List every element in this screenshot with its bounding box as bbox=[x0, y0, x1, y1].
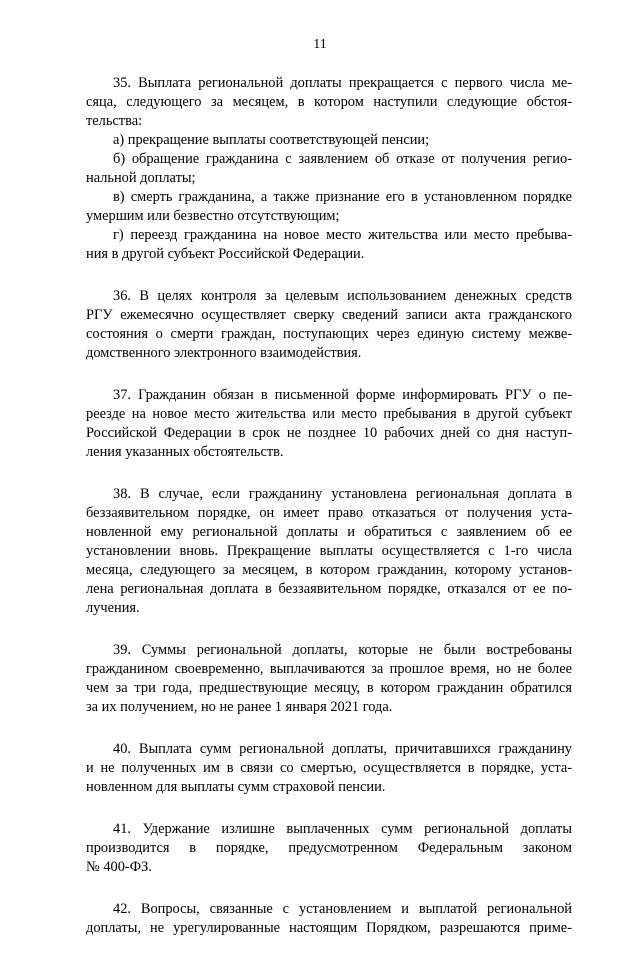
paragraph-line: РГУ ежемесячно осуществляет сверку сведений записи акта гражданского bbox=[86, 307, 572, 323]
paragraph-line: чем за три года, предшествующие месяцу, в котором гражданин обратился bbox=[86, 680, 572, 696]
paragraph-line: 40. Выплата сумм региональной доплаты, причитавшихся гражданину bbox=[113, 741, 572, 757]
paragraph-line: домственного электронного взаимодействия. bbox=[86, 345, 362, 361]
paragraph-line: тельства: bbox=[86, 113, 143, 129]
paragraph-line: лена региональная доплата в беззаявительном порядке, отказался от ее по- bbox=[86, 581, 572, 597]
paragraph-p41 bbox=[86, 820, 572, 877]
paragraph-line: б) обращение гражданина с заявлением об отказе от получения регио- bbox=[113, 151, 572, 167]
paragraph-line: месяца, следующего за месяцем, в котором гражданин, которому установ- bbox=[86, 562, 572, 578]
paragraph-line: в) смерть гражданина, а также признание его в установленном порядке bbox=[113, 189, 572, 205]
document-body bbox=[86, 74, 572, 961]
paragraph-line: 35. Выплата региональной доплаты прекращается с первого числа ме- bbox=[113, 75, 572, 91]
paragraph-line: № 400-ФЗ. bbox=[86, 859, 152, 875]
paragraph-line: ния в другой субъект Российской Федерации. bbox=[86, 246, 365, 262]
paragraph-line: установлении вновь. Прекращение выплаты осуществляется с 1-го числа bbox=[86, 543, 572, 559]
paragraph-line: 41. Удержание излишне выплаченных сумм региональной доплаты bbox=[113, 821, 572, 837]
paragraph-line: реезде на новое место жительства или место пребывания в другой субъект bbox=[86, 406, 572, 422]
paragraph-line: беззаявительном порядке, он имеет право отказаться от получения уста- bbox=[86, 505, 572, 521]
paragraph-line: новленном для выплаты сумм страховой пенсии. bbox=[86, 779, 386, 795]
paragraph-p38 bbox=[86, 485, 572, 618]
paragraph-line: 38. В случае, если гражданину установлена региональная доплата в bbox=[113, 486, 572, 502]
paragraph-line: 39. Суммы региональной доплаты, которые не были востребованы bbox=[113, 642, 572, 658]
paragraph-line: производится в порядке, предусмотренном Федеральным законом bbox=[86, 840, 572, 856]
paragraph-p35 bbox=[86, 74, 572, 264]
paragraph-line: ления указанных обстоятельств. bbox=[86, 444, 284, 460]
paragraph-line: новленной ему региональной доплаты и обратиться с заявлением об ее bbox=[86, 524, 572, 540]
paragraph-line: доплаты, не урегулированные настоящим Порядком, разрешаются приме- bbox=[86, 920, 572, 936]
paragraph-line: умершим или безвестно отсутствующим; bbox=[86, 208, 340, 224]
paragraph-line: гражданином своевременно, выплачиваются за прошлое время, но не более bbox=[86, 661, 572, 677]
paragraph-line: 36. В целях контроля за целевым использованием денежных средств bbox=[113, 288, 572, 304]
paragraph-line: 42. Вопросы, связанные с установлением и выплатой региональной bbox=[113, 901, 572, 917]
paragraph-p39 bbox=[86, 641, 572, 717]
paragraph-line: г) переезд гражданина на новое место жительства или место пребыва- bbox=[113, 227, 572, 243]
paragraph-p40 bbox=[86, 740, 572, 797]
paragraph-p37 bbox=[86, 386, 572, 462]
paragraph-line: а) прекращение выплаты соответствующей пенсии; bbox=[113, 132, 430, 148]
paragraph-line: за их получением, но не ранее 1 января 2021 года. bbox=[86, 699, 393, 715]
paragraph-line: лучения. bbox=[86, 600, 140, 616]
paragraph-p42 bbox=[86, 900, 572, 938]
page-number: 11 bbox=[313, 37, 327, 52]
paragraph-line: 37. Гражданин обязан в письменной форме информировать РГУ о пе- bbox=[113, 387, 572, 403]
paragraph-line: нальной доплаты; bbox=[86, 170, 196, 186]
paragraph-line: и не полученных им в связи со смертью, осуществляется в порядке, уста- bbox=[86, 760, 572, 776]
paragraph-line: Российской Федерации в срок не позднее 10 рабочих дней со дня наступ- bbox=[86, 425, 572, 441]
paragraph-p36 bbox=[86, 287, 572, 363]
paragraph-line: сяца, следующего за месяцем, в котором наступили следующие обстоя- bbox=[86, 94, 572, 110]
paragraph-line: состояния о смерти граждан, поступающих через единую систему межве- bbox=[86, 326, 572, 342]
